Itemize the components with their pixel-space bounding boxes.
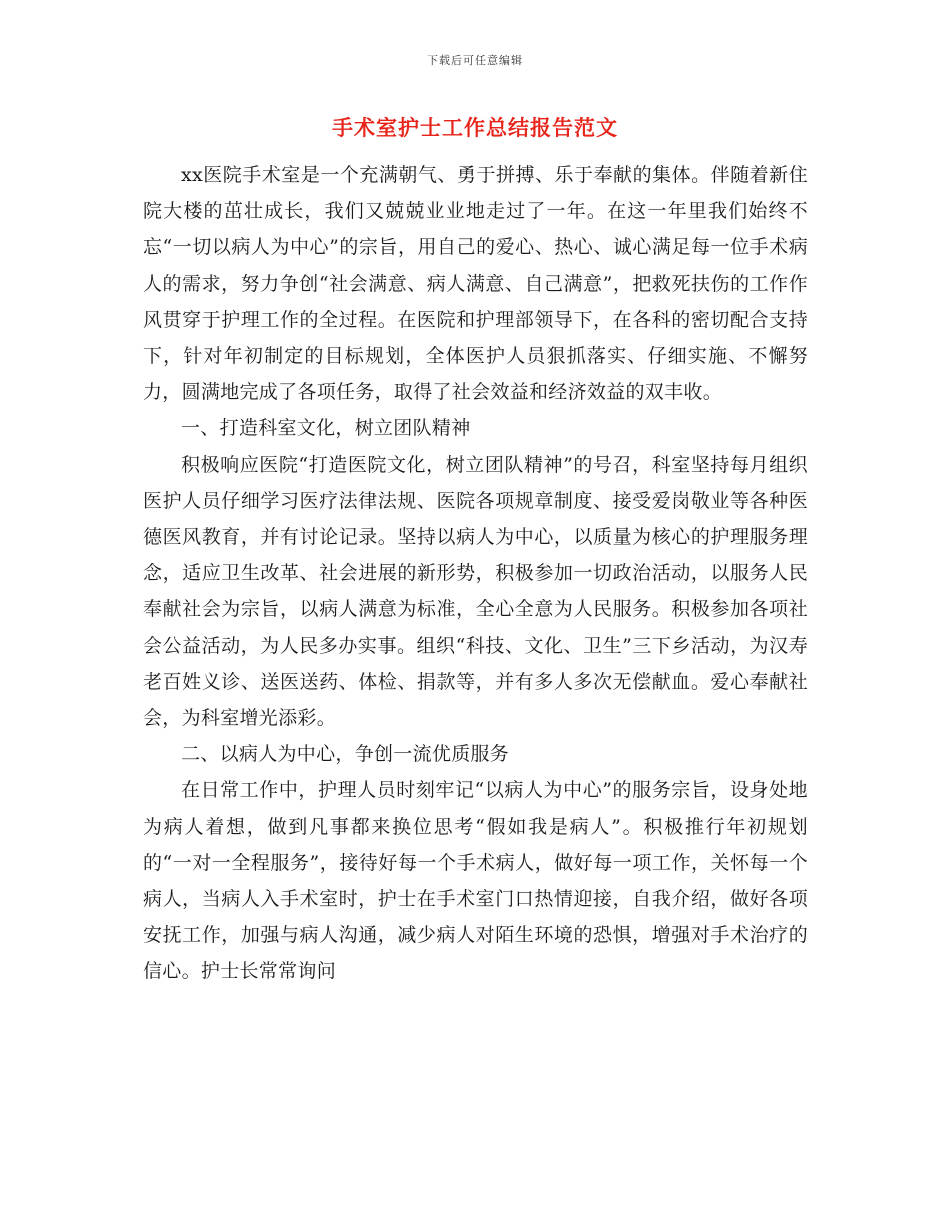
document-body [143, 157, 808, 990]
document-title: 手术室护士工作总结报告范文 [332, 115, 618, 140]
section-heading-1: 一、打造科室文化，树立团队精神 [181, 417, 471, 440]
paragraph-intro: xx医院手术室是一个充满朝气、勇于拼搏、乐于奉献的集体。伴随着新住院大楼的茁壮成长，我们又兢兢业业地走过了一年。在这一年里我们始终不忘“一切以病人为中心”的宗旨，用自己的爱心、热心、诚心满足每一位手术病人的需求，努力争创“社会满意、病人满意、自己满意”，把救死扶伤的工作作风贯穿于护理工作的全过程。在医院和护理部领导下，在各科的密切配合支持下，针对年初制定的目标规划，全体医护人员狠抓落实、仔细实施、不懈努力，圆满地完成了各项任务，取得了社会效益和经济效益的双丰收。 [143, 164, 808, 404]
paragraph-section-2: 在日常工作中，护理人员时刻牢记“以病人为中心”的服务宗旨，设身处地为病人着想，做到凡事都来换位思考“假如我是病人”。积极推行年初规划的“一对一全程服务”，接待好每一个手术病人，做好每一项工作，关怀每一个病人，当病人入手术室时，护士在手术室门口热情迎接，自我介绍，做好各项安抚工作，加强与病人沟通，减少病人对陌生环境的恐惧，增强对手术治疗的信心。护士长常常询问 [143, 779, 808, 983]
page-header-note: 下载后可任意编辑 [427, 54, 523, 67]
paragraph-section-1: 积极响应医院“打造医院文化，树立团队精神”的号召，科室坚持每月组织医护人员仔细学习医疗法律法规、医院各项规章制度、接受爱岗敬业等各种医德医风教育，并有讨论记录。坚持以病人为中心，以质量为核心的护理服务理念，适应卫生改革、社会进展的新形势，积极参加一切政治活动，以服务人民奉献社会为宗旨，以病人满意为标准，全心全意为人民服务。积极参加各项社会公益活动，为人民多办实事。组织“科技、文化、卫生”三下乡活动，为汉寿老百姓义诊、送医送药、体检、捐款等，并有多人多次无偿献血。爱心奉献社会，为科室增光添彩。 [143, 453, 808, 730]
section-heading-2: 二、以病人为中心，争创一流优质服务 [181, 743, 510, 766]
